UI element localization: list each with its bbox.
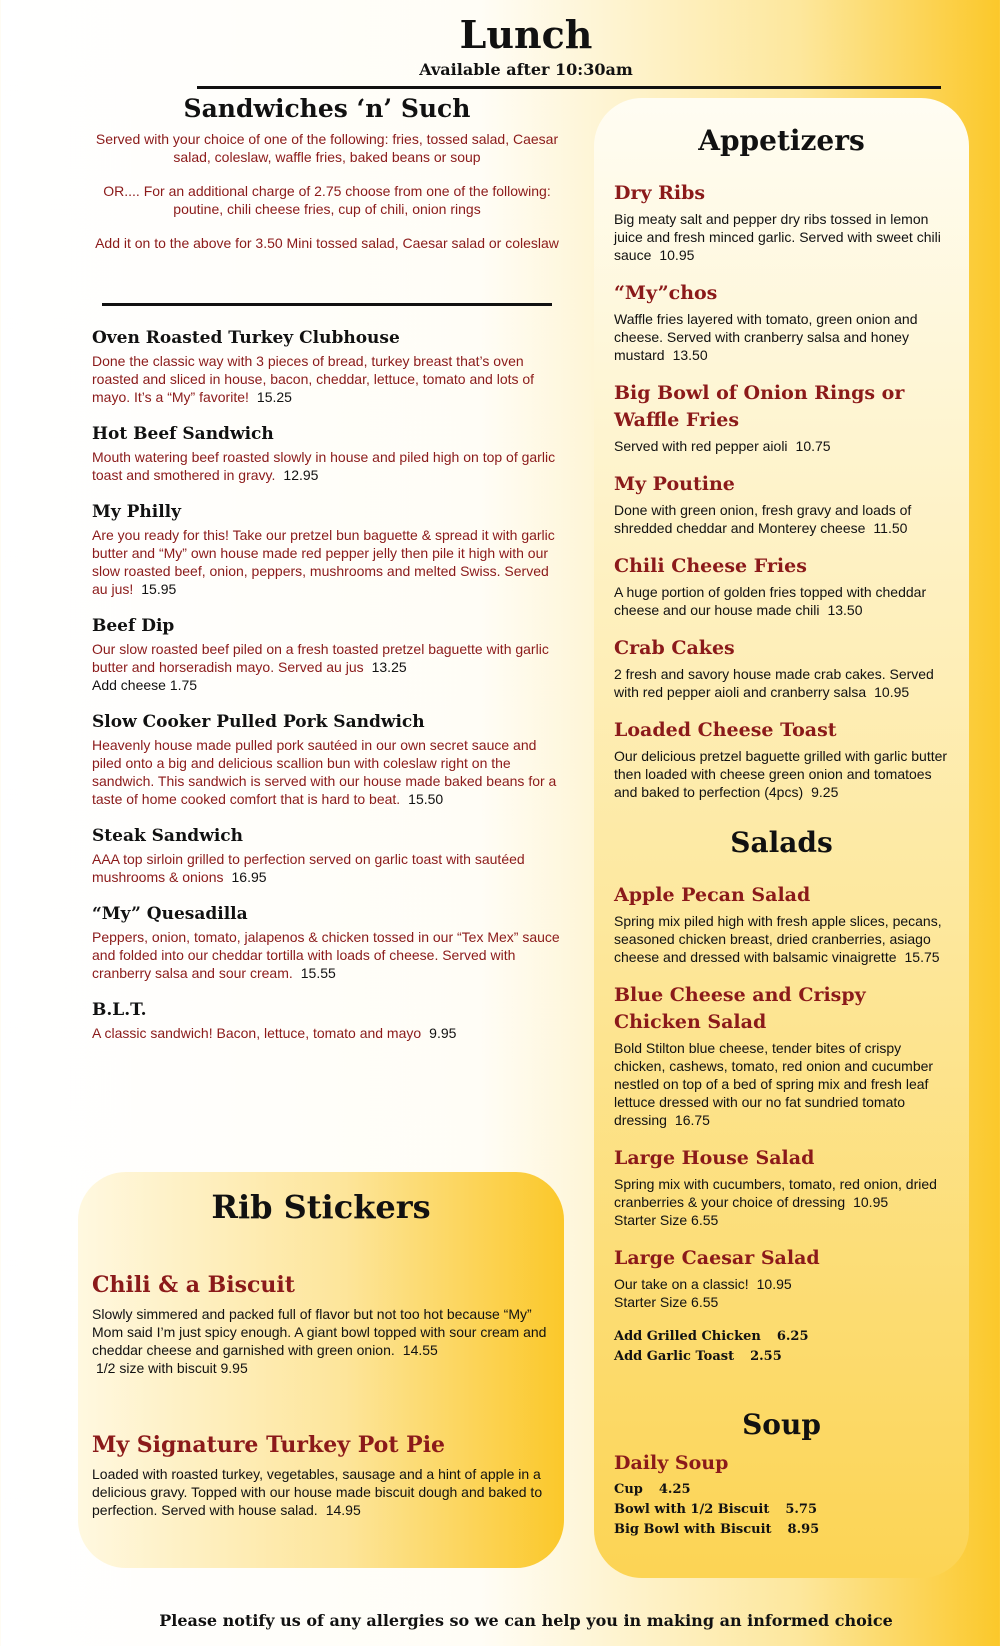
- item-price: 10.75: [795, 438, 831, 454]
- list-item: [92, 826, 567, 886]
- list-item: [614, 471, 956, 537]
- item-name: Daily Soup: [614, 1452, 729, 1474]
- list-item: [614, 635, 956, 701]
- appetizers-list: [614, 180, 956, 817]
- item-description: A huge portion of golden fries topped with cheddar cheese and our house made chili 13.50: [614, 584, 927, 618]
- intro-premium-sides: OR.... For an additional charge of 2.75 choose from one of the following: poutine, chili cheese fries, cup of chili, onion rings: [103, 183, 551, 217]
- list-item: [614, 717, 956, 801]
- item-extra: Starter Size 6.55: [614, 1294, 719, 1310]
- item-price: 10.95: [756, 1276, 792, 1292]
- addon-price: 6.25: [776, 1329, 809, 1344]
- soup-option: Big Bowl with Biscuit 8.95: [614, 1522, 820, 1537]
- list-item: [614, 553, 956, 619]
- item-description: Heavenly house made pulled pork sautéed in our own secret sauce and piled onto a big and delicious scallion bun with coleslaw right on the sandwich. This sandwich is served with our house made baked beans for a taste of home cooked comfort that is hard to beat. 15.50: [92, 737, 557, 807]
- item-name: My Poutine: [614, 473, 735, 495]
- item-name: Apple Pecan Salad: [614, 884, 811, 906]
- salad-addons: [614, 1327, 956, 1367]
- sandwiches-divider: [102, 303, 552, 306]
- item-name: Steak Sandwich: [92, 826, 243, 846]
- item-price: 16.75: [674, 1112, 710, 1128]
- item-name: My Philly: [92, 502, 182, 522]
- item-description: 2 fresh and savory house made crab cakes. Served with red pepper aioli and cranberry salsa 10.95: [614, 666, 934, 700]
- salads-title: Salads: [730, 826, 833, 859]
- addon-price: 2.55: [750, 1349, 782, 1364]
- item-name: Blue Cheese and Crispy Chicken Salad: [614, 984, 866, 1033]
- option-price: 8.95: [787, 1522, 820, 1537]
- item-price: 10.95: [874, 684, 910, 700]
- list-item: [614, 280, 956, 364]
- list-item: [614, 1145, 956, 1229]
- item-price: 13.50: [672, 347, 708, 363]
- item-name: Big Bowl of Onion Rings or Waffle Fries: [614, 382, 905, 431]
- list-item: [92, 1000, 567, 1042]
- rib-stickers-title: Rib Stickers: [211, 1188, 431, 1226]
- list-item: [92, 904, 567, 982]
- intro-sides: Served with your choice of one of the following: fries, tossed salad, Caesar salad, coleslaw, waffle fries, baked beans or soup: [95, 131, 559, 165]
- item-price: 14.95: [325, 1502, 361, 1518]
- list-item: [614, 180, 956, 264]
- item-description: Done with green onion, fresh gravy and loads of shredded cheddar and Monterey cheese 11.50: [614, 502, 912, 536]
- item-description: Done the classic way with 3 pieces of bread, turkey breast that’s oven roasted and sliced in house, bacon, cheddar, lettuce, tomato and lots of mayo. It’s a “My” favorite! 15.25: [92, 353, 535, 405]
- salads-list: [614, 882, 956, 1367]
- item-name: Loaded Cheese Toast: [614, 719, 837, 741]
- item-price: 12.95: [283, 467, 319, 483]
- item-name: Chili Cheese Fries: [614, 555, 807, 577]
- appetizers-title: Appetizers: [698, 124, 865, 157]
- item-description: Served with red pepper aioli 10.75: [614, 438, 831, 454]
- item-price: 10.95: [659, 247, 695, 263]
- intro-mini-salad: Add it on to the above for 3.50 Mini tossed salad, Caesar salad or coleslaw: [95, 235, 559, 251]
- page-title: Lunch: [459, 12, 593, 57]
- item-description: Our delicious pretzel baguette grilled with garlic butter then loaded with cheese green onion and tomatoes and baked to perfection (4pcs) 9.25: [614, 748, 948, 800]
- soup-section: [614, 1450, 956, 1540]
- sandwiches-list: [92, 328, 567, 1060]
- item-name: Oven Roasted Turkey Clubhouse: [92, 328, 400, 348]
- item-description: Peppers, onion, tomato, jalapenos & chicken tossed in our “Tex Mex” sauce and folded into our cheddar tortilla with loads of cheese. Served with cranberry salsa and sour cream. 15.55: [92, 929, 560, 981]
- item-name: Chili & a Biscuit: [92, 1272, 295, 1298]
- item-name: Hot Beef Sandwich: [92, 424, 274, 444]
- item-extra: 1/2 size with biscuit 9.95: [96, 1360, 248, 1376]
- item-price: 11.50: [873, 520, 908, 536]
- item-price: 13.25: [371, 659, 407, 675]
- page-subtitle: Available after 10:30am: [419, 60, 633, 79]
- item-price: 15.95: [141, 581, 177, 597]
- rib-stickers-panel: [78, 1172, 564, 1568]
- list-item: [92, 424, 567, 484]
- header-divider: [197, 86, 941, 89]
- item-name: Large Caesar Salad: [614, 1247, 820, 1269]
- item-description: AAA top sirloin grilled to perfection served on garlic toast with sautéed mushrooms & onions 16.95: [92, 851, 525, 885]
- item-description: Our slow roasted beef piled on a fresh toasted pretzel baguette with garlic butter and horseradish mayo. Served au jus 13.25: [92, 641, 549, 675]
- item-description: Bold Stilton blue cheese, tender bites of crispy chicken, cashews, tomato, red onion and cucumber nestled on top of a bed of spring mix and fresh leaf lettuce dressed with our no fat sundried tomato dressing 16.75: [614, 1040, 934, 1128]
- item-price: 9.95: [429, 1025, 457, 1041]
- list-item: [92, 712, 567, 808]
- item-name: B.L.T.: [92, 1000, 147, 1020]
- option-price: 5.75: [785, 1502, 818, 1517]
- item-price: 14.55: [402, 1342, 438, 1358]
- item-price: 15.75: [904, 949, 940, 965]
- item-description: Our take on a classic! 10.95: [614, 1276, 792, 1292]
- soup-title: Soup: [742, 1408, 821, 1441]
- addon-item: Add Grilled Chicken 6.25: [614, 1329, 809, 1344]
- item-name: Beef Dip: [92, 616, 175, 636]
- rib-item-chili: [92, 1272, 552, 1377]
- item-price: 16.95: [231, 869, 267, 885]
- item-description: Spring mix piled high with fresh apple slices, pecans, seasoned chicken breast, dried cranberries, asiago cheese and dressed with balsamic vinaigrette 15.75: [614, 913, 942, 965]
- sandwiches-title: Sandwiches ‘n’ Such: [183, 94, 471, 123]
- item-price: 15.55: [300, 965, 336, 981]
- item-description: A classic sandwich! Bacon, lettuce, tomato and mayo 9.95: [92, 1025, 457, 1041]
- item-price: 15.25: [256, 389, 292, 405]
- allergy-notice: Please notify us of any allergies so we can help you in making an informed choice: [159, 1611, 893, 1630]
- list-item: [92, 502, 567, 598]
- item-name: Large House Salad: [614, 1147, 815, 1169]
- item-description: Mouth watering beef roasted slowly in house and piled high on top of garlic toast and smothered in gravy. 12.95: [92, 449, 556, 483]
- option-price: 4.25: [658, 1482, 691, 1497]
- item-description: Spring mix with cucumbers, tomato, red onion, dried cranberries & your choice of dressing 10.95: [614, 1176, 937, 1210]
- list-item: [614, 882, 956, 966]
- list-item: [614, 1245, 956, 1311]
- list-item: [614, 982, 956, 1129]
- item-name: Slow Cooker Pulled Pork Sandwich: [92, 712, 425, 732]
- item-extra: Starter Size 6.55: [614, 1212, 719, 1228]
- item-description: Are you ready for this! Take our pretzel bun baguette & spread it with garlic butter and “My” own house made red pepper jelly then pile it high with our slow roasted beef, onion, peppers, mushrooms and melted Swiss. Served au jus! 15.95: [92, 527, 555, 597]
- item-price: 13.50: [827, 602, 863, 618]
- list-item: [92, 328, 567, 406]
- item-description: Slowly simmered and packed full of flavor but not too hot because “My” Mom said I’m just spicy enough. A giant bowl topped with sour cream and cheddar cheese and garnished with green onion. 14.55: [92, 1306, 547, 1358]
- item-extra: Add cheese 1.75: [92, 677, 198, 693]
- list-item: [614, 380, 956, 455]
- item-price: 10.95: [853, 1194, 889, 1210]
- item-name: “My”chos: [614, 282, 718, 304]
- list-item: [92, 616, 567, 694]
- item-name: Dry Ribs: [614, 182, 706, 204]
- item-name: “My” Quesadilla: [92, 904, 248, 924]
- item-price: 15.50: [408, 791, 444, 807]
- sandwiches-intro: [92, 130, 562, 268]
- right-panel: [594, 98, 969, 1578]
- addon-item: Add Garlic Toast 2.55: [614, 1349, 782, 1364]
- item-description: Big meaty salt and pepper dry ribs tossed in lemon juice and fresh minced garlic. Served with sweet chili sauce 10.95: [614, 211, 941, 263]
- item-price: 9.25: [811, 784, 839, 800]
- item-description: Waffle fries layered with tomato, green onion and cheese. Served with cranberry salsa and honey mustard 13.50: [614, 311, 918, 363]
- item-description: Loaded with roasted turkey, vegetables, sausage and a hint of apple in a delicious gravy. Topped with our house made biscuit dough and baked to perfection. Served with house salad. 14.95: [92, 1466, 543, 1518]
- item-name: Crab Cakes: [614, 637, 735, 659]
- soup-option: Cup 4.25: [614, 1482, 691, 1497]
- item-name: My Signature Turkey Pot Pie: [92, 1432, 446, 1458]
- soup-option: Bowl with 1/2 Biscuit 5.75: [614, 1502, 818, 1517]
- rib-item-pot-pie: [92, 1432, 552, 1519]
